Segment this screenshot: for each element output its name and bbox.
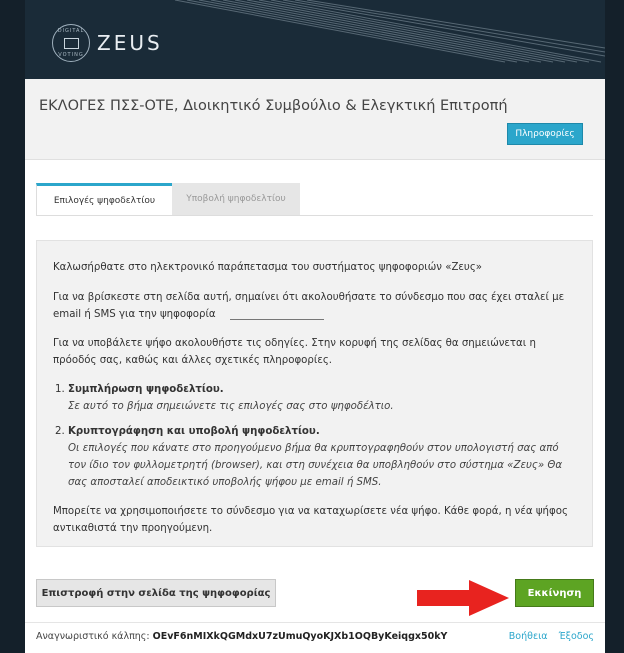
page-frame [25, 0, 605, 653]
tab-ballot-choices[interactable]: Επιλογές ψηφοδελτίου [36, 183, 173, 216]
start-button[interactable]: Εκκίνηση [515, 579, 594, 607]
link-note-text: Για να βρίσκεστε στη σελίδα αυτή, σημαίνει ότι ακολουθήσατε το σύνδεσμο που σας έχει σταλεί με email ή SMS για την ψηφοφορία [53, 292, 565, 320]
logout-link[interactable]: Έξοδος [558, 631, 594, 642]
step-description: Σε αυτό το βήμα σημειώνετε τις επιλογές σας στο ψηφοδέλτιο. [68, 401, 394, 412]
list-item [68, 381, 576, 415]
brand-name[interactable]: ZEUS [97, 31, 163, 55]
revote-note: Μπορείτε να χρησιμοποιήσετε το σύνδεσμο για να καταχωρίσετε νέα ψήφο. Κάθε φορά, η νέα ψήφος αντικαθιστά την προηγούμενη. [53, 506, 568, 534]
election-title: ΕΚΛΟΓΕΣ ΠΣΣ-ΟΤΕ, Διοικητικό Συμβούλιο & Ελεγκτική Επιτροπή [39, 98, 508, 114]
ballot-box-id [36, 631, 447, 642]
right-arrow-icon [417, 580, 509, 616]
instructions-panel [36, 240, 593, 547]
zeus-logo[interactable] [52, 24, 90, 62]
footer-links [501, 631, 594, 642]
info-button[interactable]: Πληροφορίες [507, 123, 583, 145]
instructions-text: Για να υποβάλετε ψήφο ακολουθήστε τις οδηγίες. Στην κορυφή της σελίδας θα σημειώνεται η πρόοδός σας, καθώς και άλλες σχετικές πληροφορίες. [53, 338, 536, 366]
election-titlebar [25, 79, 605, 160]
footer-divider [25, 622, 605, 623]
logo-bottom-text: VOTING [58, 52, 84, 58]
list-item [68, 423, 576, 491]
ballot-box-code: OEvF6nMIXkQGMdxU7zUmuQyoKJXb1OQByKeiqgx50kY [152, 631, 448, 642]
step-description: Οι επιλογές που κάνατε στο προηγούμενο βήμα θα κρυπτογραφηθούν στον υπολογιστή σας από τον ίδιο τον φυλλομετρητή (browser), και στη συνέχεια θα υποβληθούν στο σύστημα «Ζευς» Θα σας αποσταλεί αποδεικτικό υποβολής ψήφου με email ή SMS. [68, 443, 563, 488]
site-header [25, 0, 605, 79]
step-title: Συμπλήρωση ψηφοδελτίου. [68, 384, 224, 395]
tab-ballot-submit[interactable]: Υποβολή ψηφοδελτίου [172, 183, 300, 215]
blank-line [230, 309, 324, 320]
ballot-box-label: Αναγνωριστικό κάλπης: [36, 631, 150, 642]
welcome-text: Καλωσήρθατε στο ηλεκτρονικό παράπετασμα του συστήματος ψηφοφοριών «Ζευς» [53, 262, 483, 273]
step-title: Κρυπτογράφηση και υποβολή ψηφοδελτίου. [68, 426, 320, 437]
logo-top-text: DIGITAL [57, 28, 85, 34]
help-link[interactable]: Βοήθεια [508, 631, 548, 642]
tab-divider [36, 215, 593, 216]
steps-list [53, 381, 576, 491]
envelope-icon [64, 38, 79, 49]
link-note [53, 289, 576, 323]
back-to-election-button[interactable]: Επιστροφή στην σελίδα της ψηφοφορίας [36, 579, 276, 607]
